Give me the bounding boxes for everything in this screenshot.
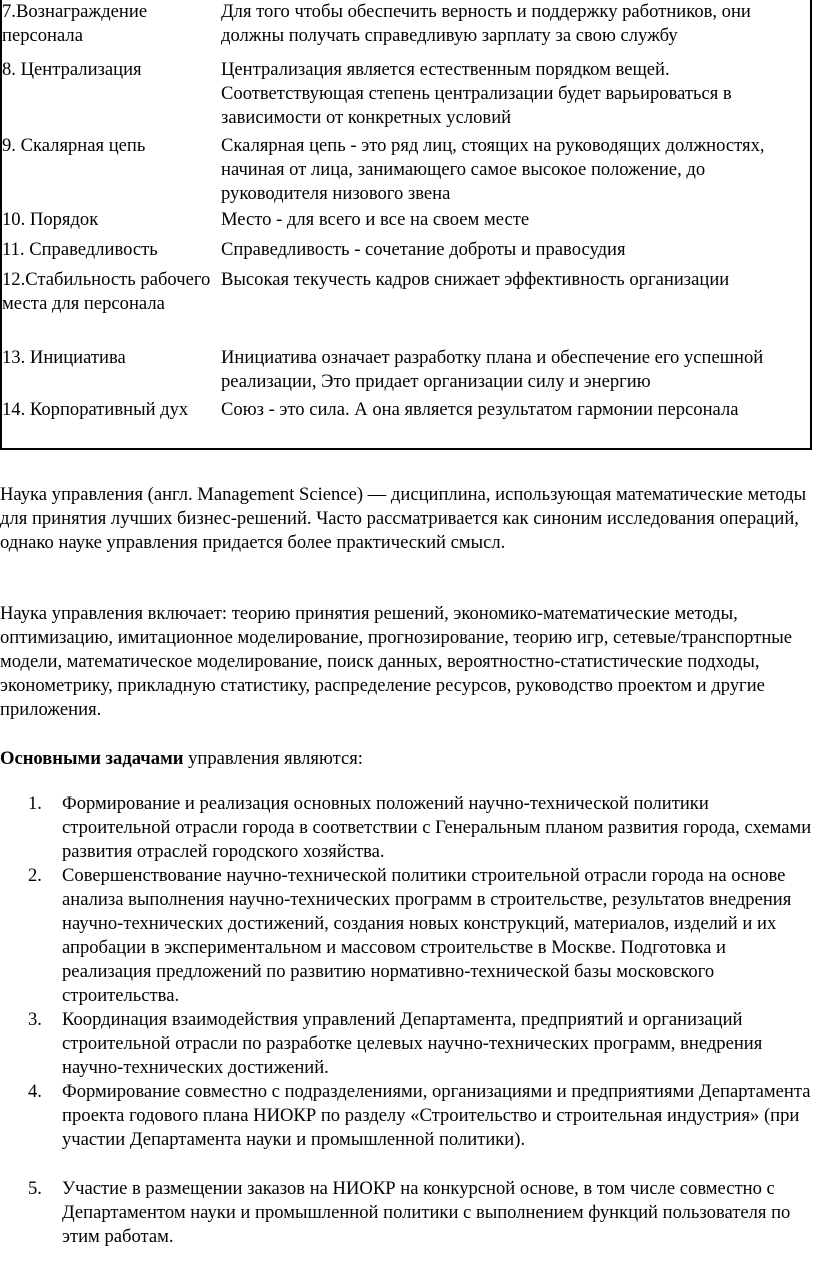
- table-row: [2, 134, 810, 208]
- tasks-heading-rest: управления являются:: [183, 748, 363, 769]
- list-item-text: Совершенствование научно-технической политики строительной отрасли города на основе анализа выполнения научно-технических программ в строительстве, результатов внедрения научно-технических достижений, создания новых конструкций, материалов, изделий и их апробации в экспериментальном и массовом строительстве в Москве. Подготовка и реализация предложений по развитию нормативно-технической базы московского строительства.: [62, 865, 792, 1006]
- list-item-text: Формирование и реализация основных положений научно-технической политики строительной отрасли города в соответствии с Генеральным планом развития города, схемами развития отраслей городского хозяйства.: [62, 793, 812, 862]
- table-row: [2, 58, 810, 134]
- table-row: [2, 346, 810, 398]
- table-row: [2, 208, 810, 238]
- list-item: [0, 792, 816, 864]
- principle-description: Скалярная цепь - это ряд лиц, стоящих на руководящих должностях, начиная от лица, занимающего самое высокое положение, до руководителя низового звена: [221, 135, 765, 204]
- list-item: [0, 1008, 816, 1080]
- list-item-text: Формирование совместно с подразделениями, организациями и предприятиями Департамента проекта годового плана НИОКР по разделу «Строительство и строительная индустрия» (при участии Департамента науки и промышленной политики).: [62, 1081, 811, 1150]
- list-item-text: Участие в размещении заказов на НИОКР на конкурсной основе, в том числе совместно с Департаментом науки и промышленной политики с выполнением функций пользователя по этим работам.: [62, 1178, 791, 1247]
- table-row: [2, 238, 810, 268]
- principle-term: 10. Порядок: [2, 209, 99, 230]
- table-row: [2, 268, 810, 346]
- principle-description: Справедливость - сочетание доброты и правосудия: [221, 239, 626, 260]
- principle-description: Для того чтобы обеспечить верность и поддержку работников, они должны получать справедливую зарплату за свою службу: [221, 1, 751, 46]
- table-row: [2, 398, 810, 446]
- management-science-definition: Наука управления (англ. Management Science) — дисциплина, использующая математические методы для принятия лучших бизнес-решений. Часто рассматривается как синоним исследования операций, однако науке управления придается более практический смысл.: [0, 484, 807, 553]
- principle-description: Централизация является естественным порядком вещей. Соответствующая степень централизации будет варьироваться в зависимости от конкретных условий: [221, 59, 732, 128]
- principle-term: 9. Скалярная цепь: [2, 135, 146, 156]
- principle-term: 12.Стабильность рабочего места для персонала: [2, 269, 211, 314]
- principle-term: 11. Справедливость: [2, 239, 158, 260]
- list-item: [0, 1080, 816, 1177]
- list-number: 4.: [28, 1081, 42, 1102]
- table-row: [2, 0, 810, 58]
- list-number: 3.: [28, 1009, 42, 1030]
- principle-description: Инициатива означает разработку плана и обеспечение его успешной реализации, Это придает организации силу и энергию: [221, 347, 764, 392]
- list-item: [0, 1177, 816, 1249]
- list-number: 1.: [28, 793, 42, 814]
- tasks-list: [0, 792, 816, 1249]
- principle-term: 14. Корпоративный дух: [2, 399, 189, 420]
- list-number: 5.: [28, 1178, 42, 1199]
- principle-term: 7.Вознаграждение персонала: [2, 1, 148, 46]
- principle-description: Высокая текучесть кадров снижает эффективность организации: [221, 269, 730, 290]
- principle-description: Место - для всего и все на своем месте: [221, 209, 530, 230]
- list-item: [0, 864, 816, 1008]
- principle-term: 8. Централизация: [2, 59, 142, 80]
- principle-term: 13. Инициатива: [2, 347, 126, 368]
- management-science-scope: Наука управления включает: теорию принятия решений, экономико-математические методы, оптимизацию, имитационное моделирование, прогнозирование, теорию игр, сетевые/транспортные модели, математическое моделирование, поиск данных, вероятностно-статистические подходы, эконометрику, прикладную статистику, распределение ресурсов, руководство проектом и другие приложения.: [0, 603, 793, 720]
- principles-table: [0, 0, 812, 450]
- tasks-heading: [0, 747, 812, 771]
- list-number: 2.: [28, 865, 42, 886]
- principle-description: Союз - это сила. А она является результатом гармонии персонала: [221, 399, 739, 420]
- tasks-heading-bold: Основными задачами: [0, 748, 184, 769]
- list-item-text: Координация взаимодействия управлений Департамента, предприятий и организаций строительной отрасли по разработке целевых научно-технических программ, внедрения научно-технических достижений.: [62, 1009, 763, 1078]
